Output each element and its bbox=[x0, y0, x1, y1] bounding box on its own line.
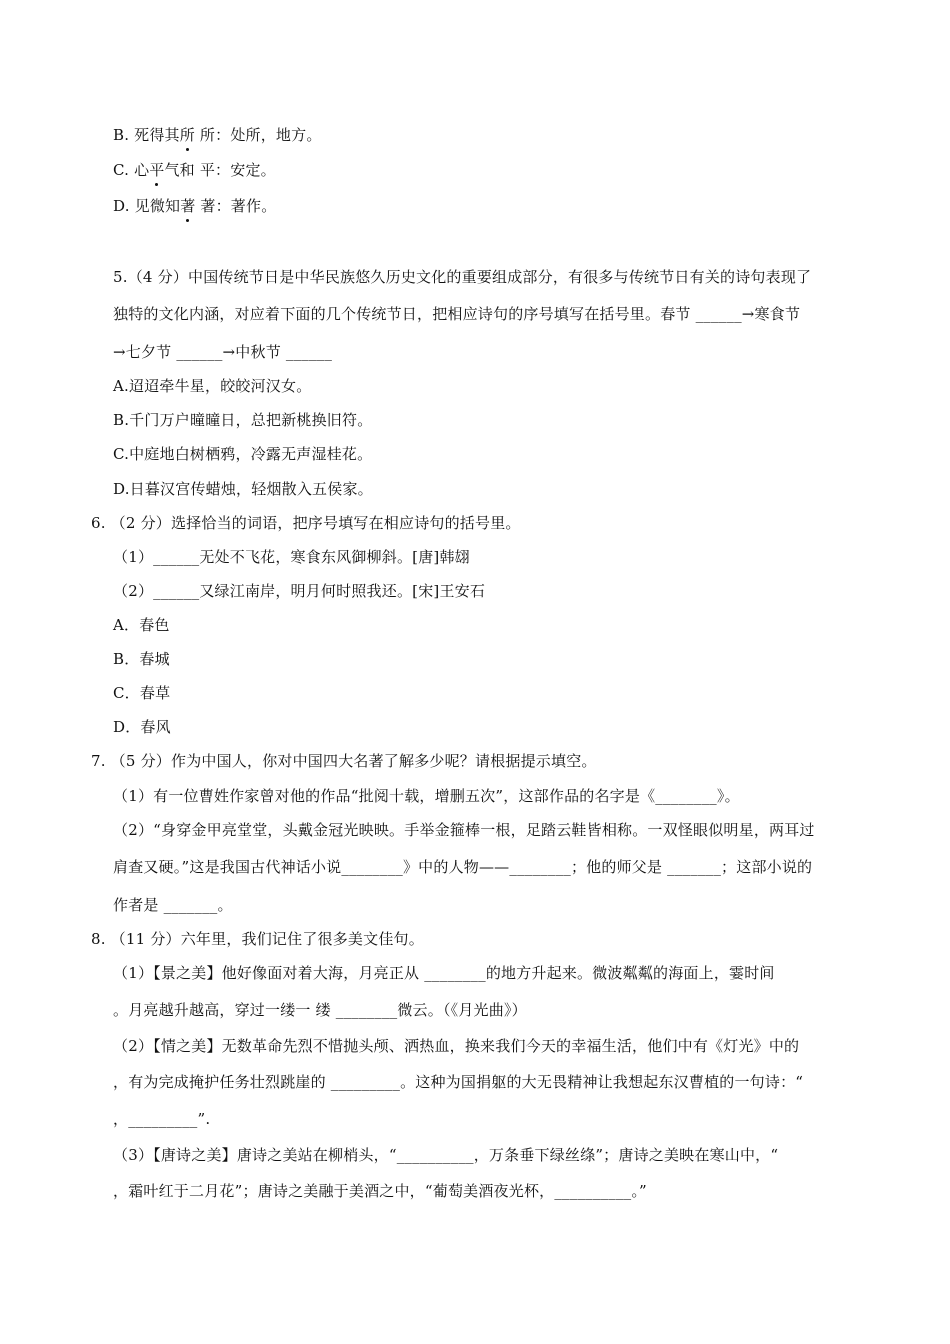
q4-option-c bbox=[113, 159, 276, 181]
q5-option-a: A.迢迢牵牛星，皎皎河汉女。 bbox=[113, 377, 312, 395]
q5-stem-line-3: →七夕节 ______→中秋节 ______ bbox=[113, 343, 333, 361]
q6-sentence-1: （1）______无处不飞花，寒食东风御柳斜。[唐]韩翃 bbox=[113, 548, 470, 566]
q7-stem: 7. （5 分）作为中国人，你对中国四大名著了解多少呢？请根据提示填空。 bbox=[91, 752, 597, 770]
q8-sub-1-line-1: （1）【景之美】他好像面对着大海，月亮正从 ________的地方升起来。微波粼粼的海面上，霎时间 bbox=[113, 964, 775, 982]
q7-sub-2-line-1: （2）“身穿金甲亮堂堂，头戴金冠光映映。手举金箍棒一根，足踏云鞋皆相称。一双怪眼似明星，两耳过 bbox=[113, 821, 815, 839]
q6-stem: 6. （2 分）选择恰当的词语，把序号填写在相应诗句的括号里。 bbox=[91, 514, 521, 532]
q4-option-b-pre: B. 死得其 bbox=[113, 126, 180, 144]
q5-stem-line-2: 独特的文化内涵，对应着下面的几个传统节日，把相应诗句的序号填写在括号里。春节 ______→寒食节 bbox=[113, 305, 801, 323]
q4-option-c-post: 气和 平：安定。 bbox=[164, 161, 276, 179]
q4-option-b-post: 所：处所，地方。 bbox=[194, 126, 322, 144]
q4-option-b-dotted-char: 所 bbox=[179, 126, 195, 144]
q8-stem: 8. （11 分）六年里，我们记住了很多美文佳句。 bbox=[91, 930, 424, 948]
q6-option-b: B．春城 bbox=[113, 650, 170, 668]
q6-sentence-2: （2）______又绿江南岸，明月何时照我还。[宋]王安石 bbox=[113, 582, 486, 600]
q8-sub-2-line-3: ，_________”. bbox=[113, 1110, 211, 1128]
q6-option-d: D．春风 bbox=[113, 718, 171, 736]
q5-option-c: C.中庭地白树栖鸦，冷露无声湿桂花。 bbox=[113, 445, 373, 463]
q7-sub-1: （1）有一位曹姓作家曾对他的作品“批阅十载，增删五次”，这部作品的名字是《________》。 bbox=[113, 787, 740, 805]
q6-option-c: C．春草 bbox=[113, 684, 171, 702]
q7-sub-2-line-2: 肩查又硬。”这是我国古代神话小说________》中的人物——________；他的师父是 _______；这部小说的 bbox=[113, 858, 813, 876]
q8-sub-2-line-2: ，有为完成掩护任务壮烈跳崖的 _________。这种为国捐躯的大无畏精神让我想起东汉曹植的一句诗：“ bbox=[113, 1073, 804, 1091]
q5-stem-line-1: 5.（4 分）中国传统节日是中华民族悠久历史文化的重要组成部分，有很多与传统节日有关的诗句表现了 bbox=[113, 268, 812, 286]
q4-option-d bbox=[113, 195, 276, 217]
q5-option-d: D.日暮汉宫传蜡烛，轻烟散入五侯家。 bbox=[113, 480, 373, 498]
q6-option-a: A．春色 bbox=[113, 616, 170, 634]
q4-option-c-dotted-char: 平 bbox=[149, 161, 165, 179]
q4-option-d-post: 著：著作。 bbox=[195, 197, 277, 215]
q4-option-b bbox=[113, 124, 322, 146]
q8-sub-3-line-2: ，霜叶红于二月花”；唐诗之美融于美酒之中，“葡萄美酒夜光杯，__________。” bbox=[113, 1182, 647, 1200]
q5-option-b: B.千门万户曈曈日，总把新桃换旧符。 bbox=[113, 411, 373, 429]
q4-option-d-dotted-char: 著 bbox=[180, 197, 196, 215]
q4-option-d-pre: D. 见微知 bbox=[113, 197, 181, 215]
q8-sub-3-line-1: （3）【唐诗之美】唐诗之美站在柳梢头，“__________，万条垂下绿丝绦”；唐诗之美映在寒山中，“ bbox=[113, 1146, 779, 1164]
q8-sub-2-line-1: （2）【情之美】无数革命先烈不惜抛头颅、洒热血，换来我们今天的幸福生活，他们中有《灯光》中的 bbox=[113, 1037, 800, 1055]
q4-option-c-pre: C. 心 bbox=[113, 161, 150, 179]
q7-sub-2-line-3: 作者是 _______。 bbox=[113, 896, 233, 914]
q8-sub-1-line-2: 。月亮越升越高，穿过一缕一 缕 ________微云。（《月光曲》） bbox=[113, 1001, 527, 1019]
